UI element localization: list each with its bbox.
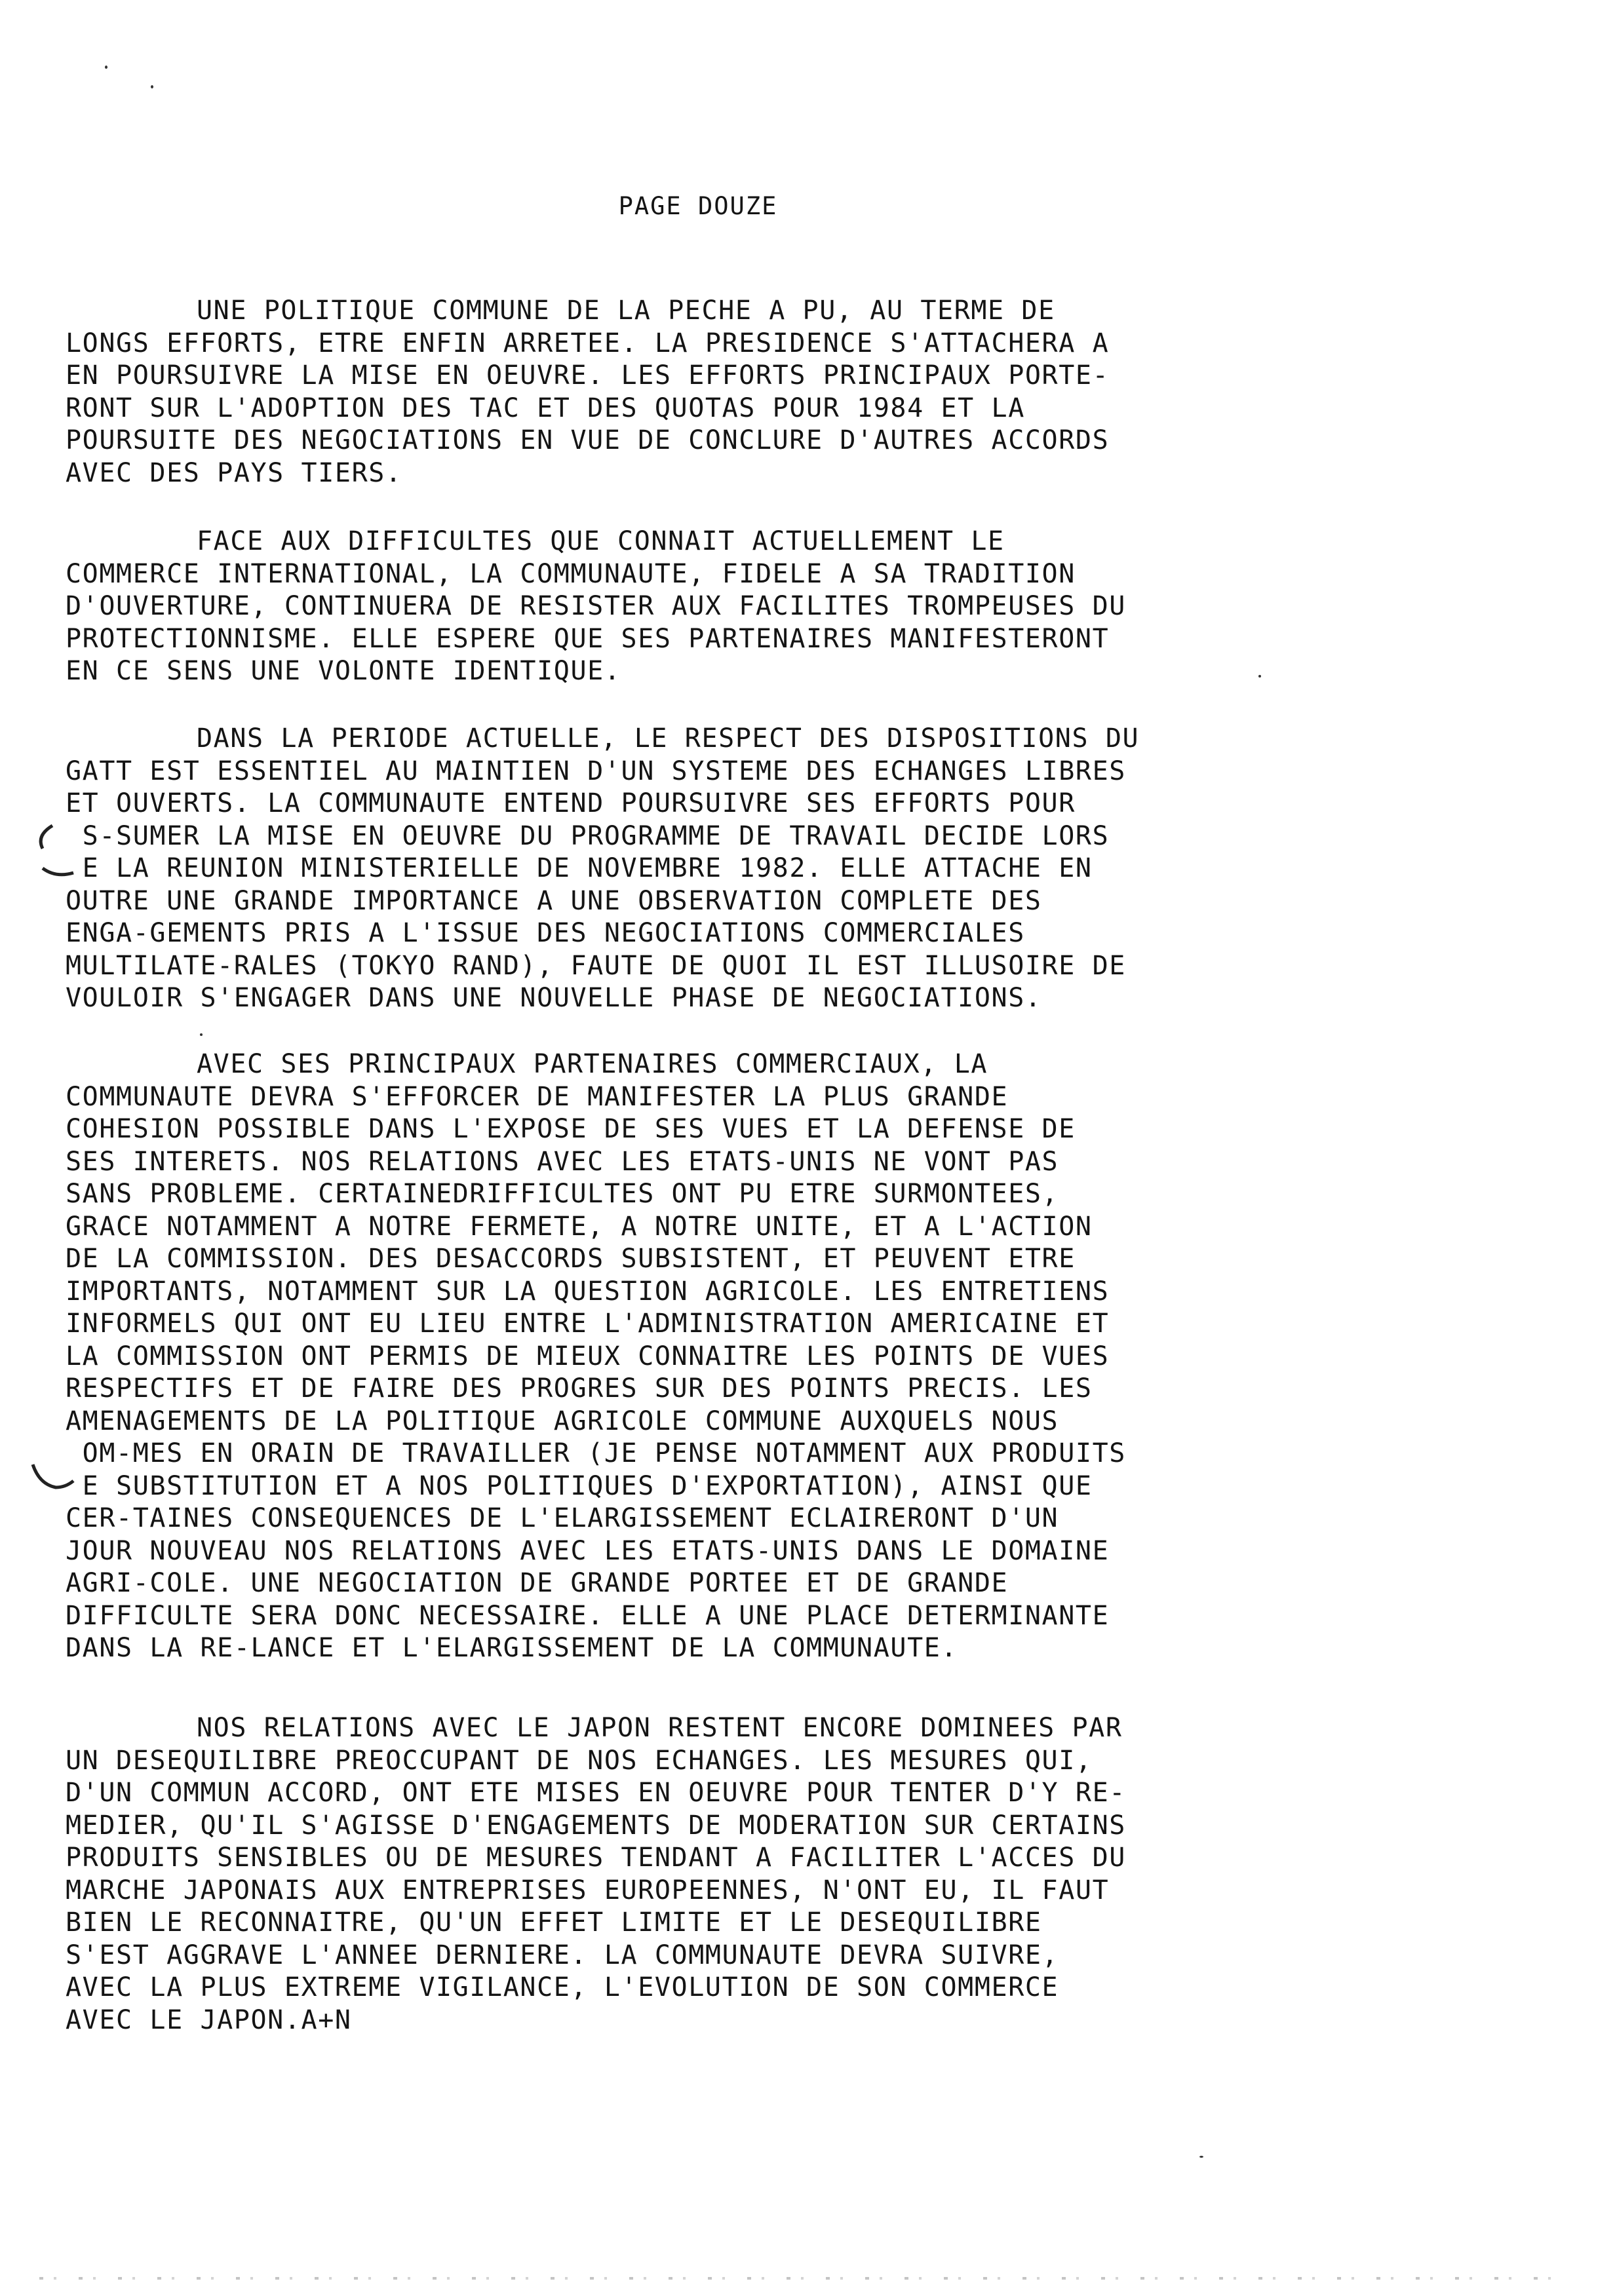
- text-line: AGRI-COLE. UNE NEGOCIATION DE GRANDE PORTEE ET DE GRANDE: [66, 1568, 1009, 1598]
- text-line: MULTILATE-RALES (TOKYO RAND), FAUTE DE QUOI IL EST ILLUSOIRE DE: [66, 950, 1126, 981]
- scan-speck: [1199, 2156, 1203, 2158]
- text-line: OM-MES EN ORAIN DE TRAVAILLER (JE PENSE NOTAMMENT AUX PRODUITS: [66, 1438, 1126, 1468]
- paragraph-fishing-policy: [66, 295, 1455, 489]
- text-line: AMENAGEMENTS DE LA POLITIQUE AGRICOLE COMMUNE AUXQUELS NOUS: [66, 1406, 1059, 1436]
- text-line: DIFFICULTE SERA DONC NECESSAIRE. ELLE A UNE PLACE DETERMINANTE: [66, 1600, 1110, 1631]
- text-line: PRODUITS SENSIBLES OU DE MESURES TENDANT A FACILITER L'ACCES DU: [66, 1843, 1126, 1873]
- text-line: ET OUVERTS. LA COMMUNAUTE ENTEND POURSUIVRE SES EFFORTS POUR: [66, 788, 1076, 818]
- text-line: AVEC SES PRINCIPAUX PARTENAIRES COMMERCIAUX, LA: [197, 1049, 988, 1079]
- text-line: LA COMMISSION ONT PERMIS DE MIEUX CONNAITRE LES POINTS DE VUES: [66, 1341, 1110, 1371]
- text-line: COMMUNAUTE DEVRA S'EFFORCER DE MANIFESTER LA PLUS GRANDE: [66, 1081, 1009, 1112]
- scan-edge-noise: [39, 2277, 1573, 2280]
- paragraph-international-trade: [66, 526, 1455, 688]
- text-line: E SUBSTITUTION ET A NOS POLITIQUES D'EXPORTATION), AINSI QUE: [66, 1470, 1093, 1501]
- paragraph-japan: [66, 1712, 1455, 2037]
- text-line: MEDIER, QU'IL S'AGISSE D'ENGAGEMENTS DE MODERATION SUR CERTAINS: [66, 1810, 1126, 1841]
- text-line: S-SUMER LA MISE EN OEUVRE DU PROGRAMME DE TRAVAIL DECIDE LORS: [66, 820, 1110, 851]
- paragraph-gatt: [66, 723, 1455, 1015]
- scan-speck: [1258, 675, 1261, 678]
- text-line: GATT EST ESSENTIEL AU MAINTIEN D'UN SYSTEME DES ECHANGES LIBRES: [66, 756, 1126, 786]
- text-line: POURSUITE DES NEGOCIATIONS EN VUE DE CONCLURE D'AUTRES ACCORDS: [66, 425, 1110, 455]
- text-line: OUTRE UNE GRANDE IMPORTANCE A UNE OBSERVATION COMPLETE DES: [66, 885, 1042, 916]
- text-line: AVEC LA PLUS EXTREME VIGILANCE, L'EVOLUTION DE SON COMMERCE: [66, 1972, 1059, 2002]
- text-line: D'UN COMMUN ACCORD, ONT ETE MISES EN OEUVRE POUR TENTER D'Y RE-: [66, 1778, 1126, 1808]
- text-line: IMPORTANTS, NOTAMMENT SUR LA QUESTION AGRICOLE. LES ENTRETIENS: [66, 1276, 1110, 1307]
- text-line: BIEN LE RECONNAITRE, QU'UN EFFET LIMITE ET LE DESEQUILIBRE: [66, 1907, 1042, 1938]
- text-line: RESPECTIFS ET DE FAIRE DES PROGRES SUR DES POINTS PRECIS. LES: [66, 1373, 1093, 1404]
- scan-speck: [151, 85, 153, 88]
- text-line: COHESION POSSIBLE DANS L'EXPOSE DE SES VUES ET LA DEFENSE DE: [66, 1114, 1076, 1144]
- text-line: MARCHE JAPONAIS AUX ENTREPRISES EUROPEENNES, N'ONT EU, IL FAUT: [66, 1875, 1110, 1905]
- text-line: DANS LA RE-LANCE ET L'ELARGISSEMENT DE LA COMMUNAUTE.: [66, 1633, 958, 1663]
- text-line: D'OUVERTURE, CONTINUERA DE RESISTER AUX FACILITES TROMPEUSES DU: [66, 591, 1126, 621]
- paragraph-commercial-partners: [66, 1048, 1455, 1665]
- text-line: AVEC LE JAPON.A+N: [66, 2004, 352, 2035]
- text-line: DANS LA PERIODE ACTUELLE, LE RESPECT DES DISPOSITIONS DU: [197, 723, 1140, 754]
- text-line: AVEC DES PAYS TIERS.: [66, 457, 402, 488]
- text-line: SES INTERETS. NOS RELATIONS AVEC LES ETATS-UNIS NE VONT PAS: [66, 1146, 1059, 1177]
- text-line: VOULOIR S'ENGAGER DANS UNE NOUVELLE PHASE DE NEGOCIATIONS.: [66, 983, 1042, 1013]
- text-line: PROTECTIONNISME. ELLE ESPERE QUE SES PARTENAIRES MANIFESTERONT: [66, 623, 1110, 654]
- text-line: JOUR NOUVEAU NOS RELATIONS AVEC LES ETATS-UNIS DANS LE DOMAINE: [66, 1535, 1110, 1566]
- text-line: UNE POLITIQUE COMMUNE DE LA PECHE A PU, AU TERME DE: [197, 296, 1055, 326]
- text-line: LONGS EFFORTS, ETRE ENFIN ARRETEE. LA PRESIDENCE S'ATTACHERA A: [66, 328, 1110, 358]
- text-line: S'EST AGGRAVE L'ANNEE DERNIERE. LA COMMUNAUTE DEVRA SUIVRE,: [66, 1940, 1059, 1970]
- page-title: PAGE DOUZE: [618, 192, 778, 220]
- text-line: INFORMELS QUI ONT EU LIEU ENTRE L'ADMINISTRATION AMERICAINE ET: [66, 1309, 1110, 1339]
- text-line: ENGA-GEMENTS PRIS A L'ISSUE DES NEGOCIATIONS COMMERCIALES: [66, 918, 1025, 948]
- scan-speck: [105, 66, 107, 69]
- text-line: RONT SUR L'ADOPTION DES TAC ET DES QUOTAS POUR 1984 ET LA: [66, 392, 1025, 423]
- text-line: EN POURSUIVRE LA MISE EN OEUVRE. LES EFFORTS PRINCIPAUX PORTE-: [66, 360, 1110, 391]
- text-line: UN DESEQUILIBRE PREOCCUPANT DE NOS ECHANGES. LES MESURES QUI,: [66, 1745, 1093, 1776]
- text-line: NOS RELATIONS AVEC LE JAPON RESTENT ENCORE DOMINEES PAR: [197, 1713, 1123, 1743]
- text-line: FACE AUX DIFFICULTES QUE CONNAIT ACTUELLEMENT LE: [197, 526, 1005, 556]
- text-line: EN CE SENS UNE VOLONTE IDENTIQUE.: [66, 656, 621, 686]
- text-line: DE LA COMMISSION. DES DESACCORDS SUBSISTENT, ET PEUVENT ETRE: [66, 1244, 1076, 1274]
- text-line: COMMERCE INTERNATIONAL, LA COMMUNAUTE, FIDELE A SA TRADITION: [66, 558, 1076, 589]
- text-line: E LA REUNION MINISTERIELLE DE NOVEMBRE 1982. ELLE ATTACHE EN: [66, 853, 1093, 883]
- text-line: CER-TAINES CONSEQUENCES DE L'ELARGISSEMENT ECLAIRERONT D'UN: [66, 1503, 1059, 1533]
- text-line: SANS PROBLEME. CERTAINEDRIFFICULTES ONT PU ETRE SURMONTEES,: [66, 1179, 1059, 1209]
- text-line: GRACE NOTAMMENT A NOTRE FERMETE, A NOTRE UNITE, ET A L'ACTION: [66, 1211, 1093, 1242]
- scan-speck: [200, 1033, 203, 1036]
